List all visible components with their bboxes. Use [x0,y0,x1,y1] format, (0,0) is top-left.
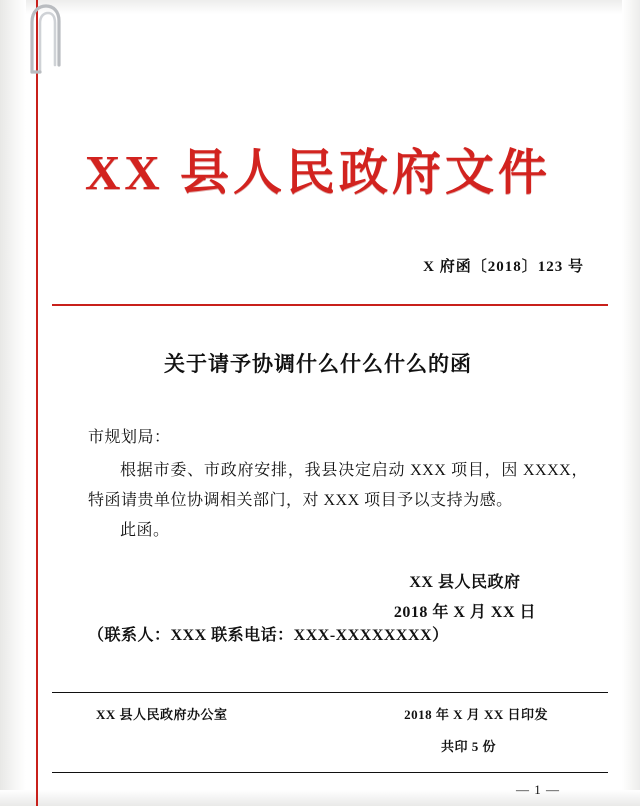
document-content [52,0,612,806]
document-signature [394,568,536,628]
document-title: 关于请予协调什么什么什么的函 [164,352,472,376]
page-number: — 1 — [516,782,560,797]
footer-copies-count: 共印 5 份 [440,739,496,754]
signature-date: 2018 年 X 月 XX 日 [393,604,536,621]
page-edge-shade-left [0,0,26,806]
document-recipient: 市规划局： [88,429,171,446]
document-body-paragraph: 根据市委、市政府安排，我县决定启动 XXX 项目，因 XXXX，特函请贵单位协调相关部门，对 XXX 项目予以支持为感。 [88,462,588,509]
signature-organization: XX 县人民政府 [409,574,521,591]
footer-print-date: 2018 年 X 月 XX 日印发 [404,707,548,722]
document-contact-line: （联系人：XXX 联系电话：XXX-XXXXXXXX） [88,627,449,644]
document-body-paragraph: 此函。 [120,522,170,539]
masthead-red-separator [52,304,608,306]
left-margin-red-rule [36,0,38,806]
page-edge-shade-right [622,0,640,806]
document-number: X 府函〔2018〕123 号 [423,259,584,275]
footer-issuing-office: XX 县人民政府办公室 [96,707,228,722]
document-masthead: XX 县人民政府文件 [84,145,552,200]
footer-rule-bottom [52,772,608,773]
footer-rule-top [52,692,608,693]
